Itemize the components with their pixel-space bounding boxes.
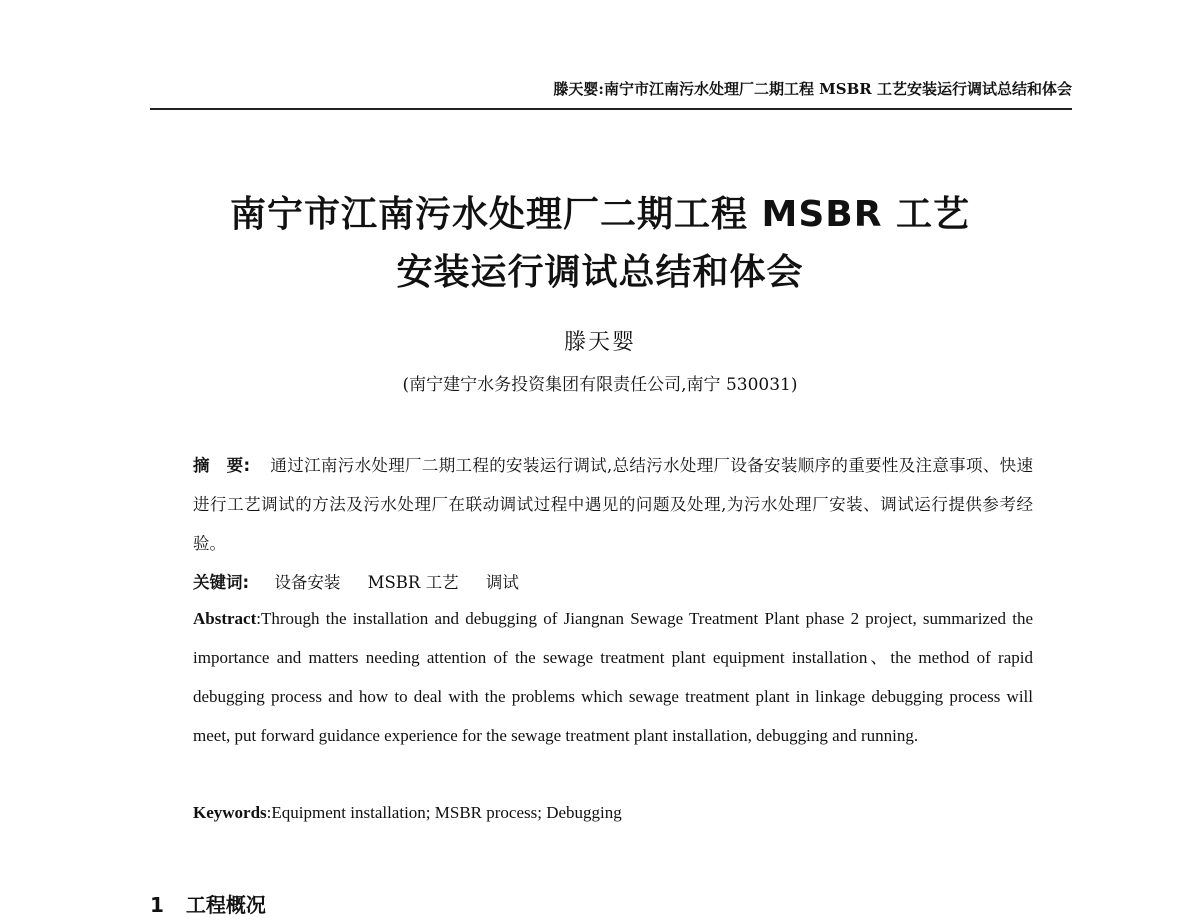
keywords-en-separator: :	[266, 803, 272, 822]
keyword-item: MSBR 工艺	[367, 573, 459, 592]
keywords-en-label: Keywords	[193, 803, 267, 822]
keywords-english	[193, 793, 1033, 832]
abstract-english	[193, 599, 1033, 755]
title-line-1: 南宁市江南污水处理厂二期工程 MSBR 工艺	[230, 194, 970, 235]
running-title: 滕天婴:南宁市江南污水处理厂二期工程 MSBR 工艺安装运行调试总结和体会	[553, 80, 1072, 98]
abstract-chinese	[193, 446, 1033, 563]
title-line-2: 安装运行调试总结和体会	[396, 252, 804, 293]
author-affiliation: (南宁建宁水务投资集团有限责任公司,南宁 530031)	[402, 375, 798, 395]
keyword-item: 调试	[485, 573, 519, 592]
abstract-cn-label: 摘 要:	[193, 456, 251, 475]
section-number: 1	[150, 893, 164, 917]
abstract-en-separator: :	[256, 609, 261, 628]
keywords-chinese	[193, 563, 1033, 602]
section-title: 工程概况	[185, 893, 266, 917]
abstract-cn-text: 通过江南污水处理厂二期工程的安装运行调试,总结污水处理厂设备安装顺序的重要性及注意事项、快速进行工艺调试的方法及污水处理厂在联动调试过程中遇见的问题及处理,为污水处理厂安装、调试运行提供参考经验。	[193, 456, 1033, 553]
author-name: 滕天婴	[563, 330, 636, 355]
abstract-en-label: Abstract	[193, 609, 257, 628]
keywords-cn-label: 关键词:	[193, 573, 250, 592]
keyword-item: 设备安装	[274, 573, 341, 592]
running-header	[150, 78, 1072, 110]
keywords-en-text: Equipment installation; MSBR process; Debugging	[271, 803, 622, 822]
paper-title	[0, 186, 1200, 302]
abstract-en-text: Through the installation and debugging of Jiangnan Sewage Treatment Plant phase 2 project, summarized the importance and matters needing attention of the sewage treatment plant equipment installation、the method of rapid debugging process and how to deal with the problems which sewage treatment plant in linkage debugging process will meet, put forward guidance experience for the sewage treatment plant installation, debugging and running.	[193, 609, 1033, 745]
